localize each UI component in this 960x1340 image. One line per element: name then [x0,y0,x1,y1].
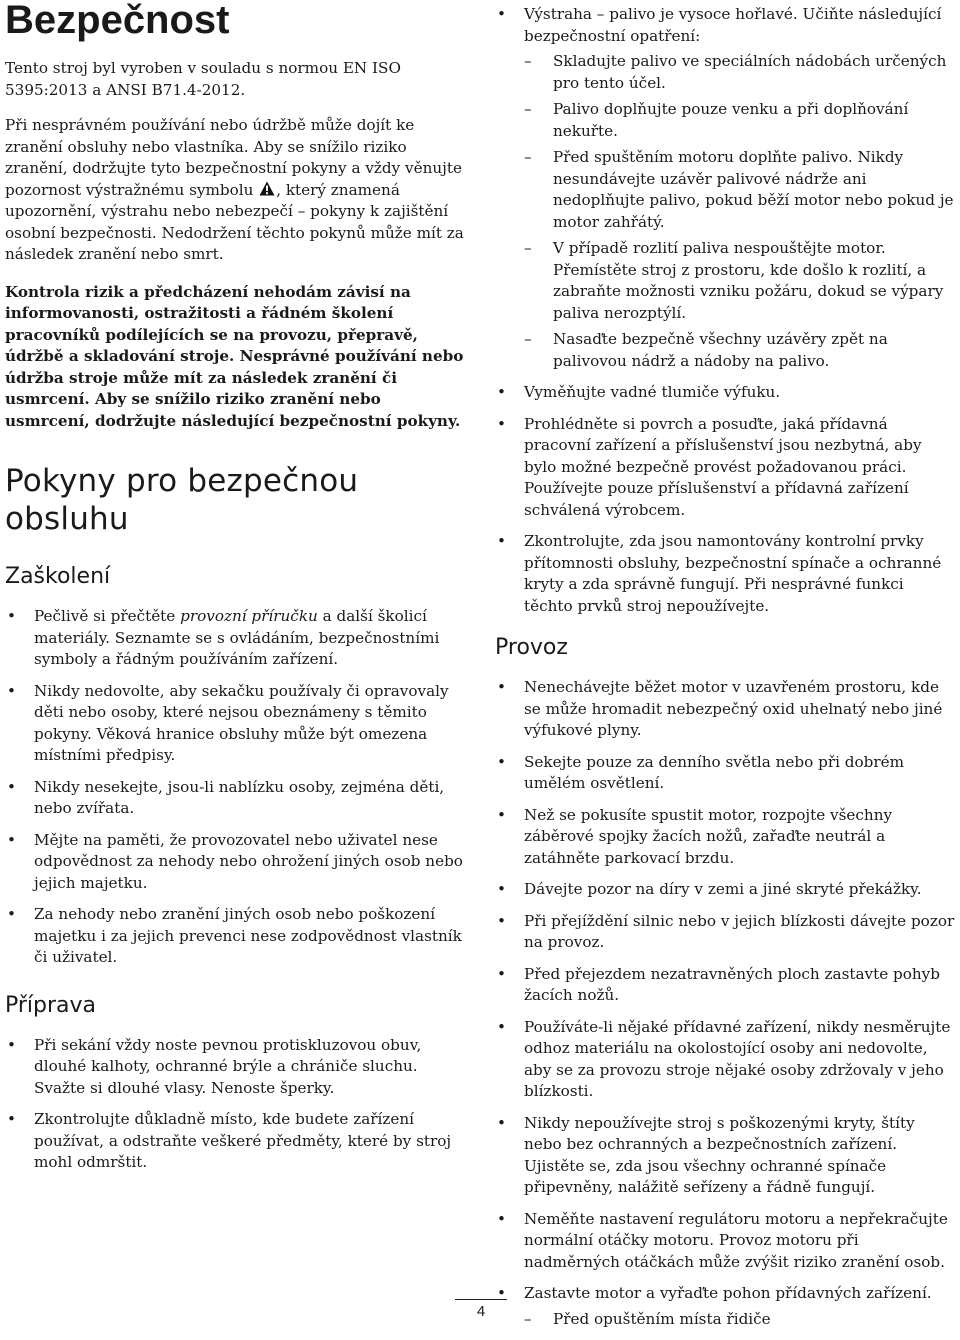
intro-text-before-icon: Při nesprávném používání nebo údržbě může dojít ke zranění obsluhy nebo vlastníka. Aby se snížilo riziko zranění, dodržujte tyto bezpečnostní pokyny a vždy věnujte pozornost výstražnému symbolu [5,116,462,199]
list-item: • Vyměňujte vadné tlumiče výfuku. [495,382,957,404]
left-column [5,0,467,1184]
training-heading: Zaškolení [5,564,111,589]
sub-list-item: – V případě rozlití paliva nespouštějte motor. Přemístěte stroj z prostoru, kde došlo k rozlití, a zabraňte možnosti vzniku požáru, dokud se výpary paliva nerozptýlí. [524,239,944,322]
bullet-icon: • [7,681,16,700]
dash-icon: – [524,52,532,70]
sub-list-item: – Skladujte palivo ve speciálních nádobách určených pro tento účel. [524,52,947,92]
list-item: • Před přejezdem nezatravněných ploch zastavte pohyb žacích nožů. [497,964,940,1004]
bullet-icon: • [497,964,506,983]
risk-control-paragraph: Kontrola rizik a předcházení nehodám závisí na informovanosti, ostražitosti a řádném školení pracovníků podílejících se na provozu, přepravě, údržbě a skladování stroje. Nesprávné používání nebo údržba stroje může mít za následek zranění či usmrcení. Aby se snížilo riziko zranění nebo usmrcení, dodržujte následující bezpečnostní pokyny. [5,282,464,430]
preparation-heading: Příprava [5,992,97,1018]
operation-list [495,677,957,1330]
dash-icon: – [524,330,532,348]
bullet-icon: • [7,1110,16,1128]
bullet-icon: • [497,911,506,930]
sub-list-item: – Palivo doplňujte pouze venku a při doplňování nekuřte. [524,100,909,140]
dash-icon: – [524,1309,532,1328]
bullet-icon: • [497,532,506,550]
list-item: • Prohlédněte si povrch a posuďte, jaká přídavná pracovní zařízení a příslušenství jsou nezbytná, aby bylo možné bezpečně provést požadovanou práci. Používejte pouze příslušenství a přídavná zařízení schválená výrobcem. [497,414,922,519]
list-item: • Pečlivě si přečtěte provozní příručku a další školicí materiály. Seznamte se s ovládáním, bezpečnostními symboly a řádným používáním zařízení. [7,607,440,668]
operation-heading: Provoz [495,635,568,660]
bullet-icon: • [497,805,506,824]
list-item: • Při sekání vždy noste pevnou protiskluzovou obuv, dlouhé kalhoty, ochranné brýle a chrániče sluchu. Svažte si dlouhé vlasy. Nenoste šperky. [7,1035,422,1097]
list-item: • Nenechávejte běžet motor v uzavřeném prostoru, kde se může hromadit nebezpečný oxid uhelnatý nebo jiné výfukové plyny. [497,678,943,739]
bullet-icon: • [497,880,506,898]
list-item: • Neměňte nastavení regulátoru motoru a nepřekračujte normální otáčky motoru. Provoz motoru při nadměrných otáčkách může zvýšit riziko zranění osob. [497,1209,948,1271]
bullet-icon: • [497,1284,506,1302]
dash-icon: – [524,148,532,166]
list-item: • Nikdy nedovolte, aby sekačku používaly či opravovaly děti nebo osoby, které nejsou obeznámeny s těmito pokyny. Věková hranice obsluhy může být omezena místními předpisy. [7,681,449,764]
bullet-icon: • [7,607,16,625]
preparation-list-continued [495,4,957,617]
page-title: Bezpečnost [5,0,230,42]
bullet-icon: • [497,752,506,771]
list-item: • Než se pokusíte spustit motor, rozpojte všechny záběrové spojky žacích nožů, zařaďte neutrál a zatáhněte parkovací brzdu. [497,805,893,867]
list-item: • Při přejíždění silnic nebo v jejich blízkosti dávejte pozor na provoz. [497,911,955,951]
bullet-icon: • [497,1113,506,1132]
list-item [495,4,957,372]
list-item: • Mějte na paměti, že provozovatel nebo uživatel nese odpovědnost za nehody nebo ohrožení jiných osob nebo jejich majetku. [7,830,463,892]
bullet-icon: • [7,777,16,796]
dash-icon: – [524,239,532,257]
list-item: • Nikdy nepoužívejte stroj s poškozenými kryty, štíty nebo bez ochranných a bezpečnostních zařízení. Ujistěte se, zda jsou všechny ochranné spínače připevněny, nalážitě seřízeny a řádně fungují. [497,1113,915,1196]
bullet-icon: • [497,678,506,696]
fuel-sublist [524,51,957,372]
training-list [5,606,467,969]
preparation-list [5,1035,467,1174]
page-number: 4 [476,1303,486,1320]
fuel-warning: Výstraha – palivo je vysoce hořlavé. Učiňte následující bezpečnostní opatření: [524,5,942,45]
bullet-icon: • [497,383,506,401]
sub-list-item: – Před opuštěním místa řidiče [524,1309,957,1331]
right-column [495,4,957,1340]
bullet-icon: • [7,830,16,849]
bullet-icon: • [497,414,506,433]
sub-list-item: – Nasaďte bezpečně všechny uzávěry zpět na palivovou nádrž a nádoby na palivo. [524,330,888,370]
list-item: • Sekejte pouze za denního světla nebo při dobrém umělém osvětlení. [497,752,905,792]
sub-list-item: – Před spuštěním motoru doplňte palivo. Nikdy nesundávejte uzávěr palivové nádrže ani nedoplňujte palivo, pokud běží motor nebo pokud je motor zahřátý. [524,148,954,231]
footer-divider [455,1299,507,1300]
manual-reference: provozní příručku [180,607,318,625]
list-item: • Zkontrolujte, zda jsou namontovány kontrolní prvky přítomnosti obsluhy, bezpečnostní spínače a ochranné kryty a zda správně fungují. Při nesprávné funkci těchto prvků stroj nepoužívejte. [497,532,942,615]
list-item: • Používáte-li nějaké přídavné zařízení, nikdy nesměrujte odhoz materiálu na okolostojící osoby ani nedovolte, aby se za provozu stroje nějaké osoby zdržovaly v jeho blízkosti. [497,1017,951,1100]
list-item: • Zastavte motor a vyřaďte pohon přídavných zařízení. – Před opuštěním místa řidiče [495,1283,957,1330]
list-item: • Zkontrolujte důkladně místo, kde budete zařízení používat, a odstraňte veškeré předměty, které by stroj mohl odmrštit. [7,1110,452,1171]
dash-icon: – [524,100,532,118]
list-item: • Nikdy nesekejte, jsou-li nablízku osoby, zejména děti, nebo zvířata. [7,777,445,817]
bullet-icon: • [7,905,16,923]
bullet-icon: • [497,1209,506,1228]
bullet-icon: • [497,1017,506,1036]
intro-standards-paragraph: Tento stroj byl vyroben v souladu s normou EN ISO 5395:2013 a ANSI B71.4-2012. [5,59,401,99]
section-title: Pokyny pro bezpečnou obsluhu [5,463,359,537]
intro-text-after-icon: , který znamená upozornění, výstrahu nebo nebezpečí – pokyny k zajištění osobní bezpečnosti. Nedodržení těchto pokynů může mít za následek zranění nebo smrt. [5,180,464,263]
bullet-icon: • [7,1035,16,1054]
list-item: • Za nehody nebo zranění jiných osob nebo poškození majetku i za jejich prevenci nese zodpovědnost vlastník či uživatel. [7,905,462,966]
operation-sublist [524,1309,957,1331]
bullet-icon: • [497,5,506,23]
intro-safety-paragraph [5,115,467,266]
list-item: • Dávejte pozor na díry v zemi a jiné skryté překážky. [495,879,957,901]
warning-triangle-icon [259,181,275,196]
